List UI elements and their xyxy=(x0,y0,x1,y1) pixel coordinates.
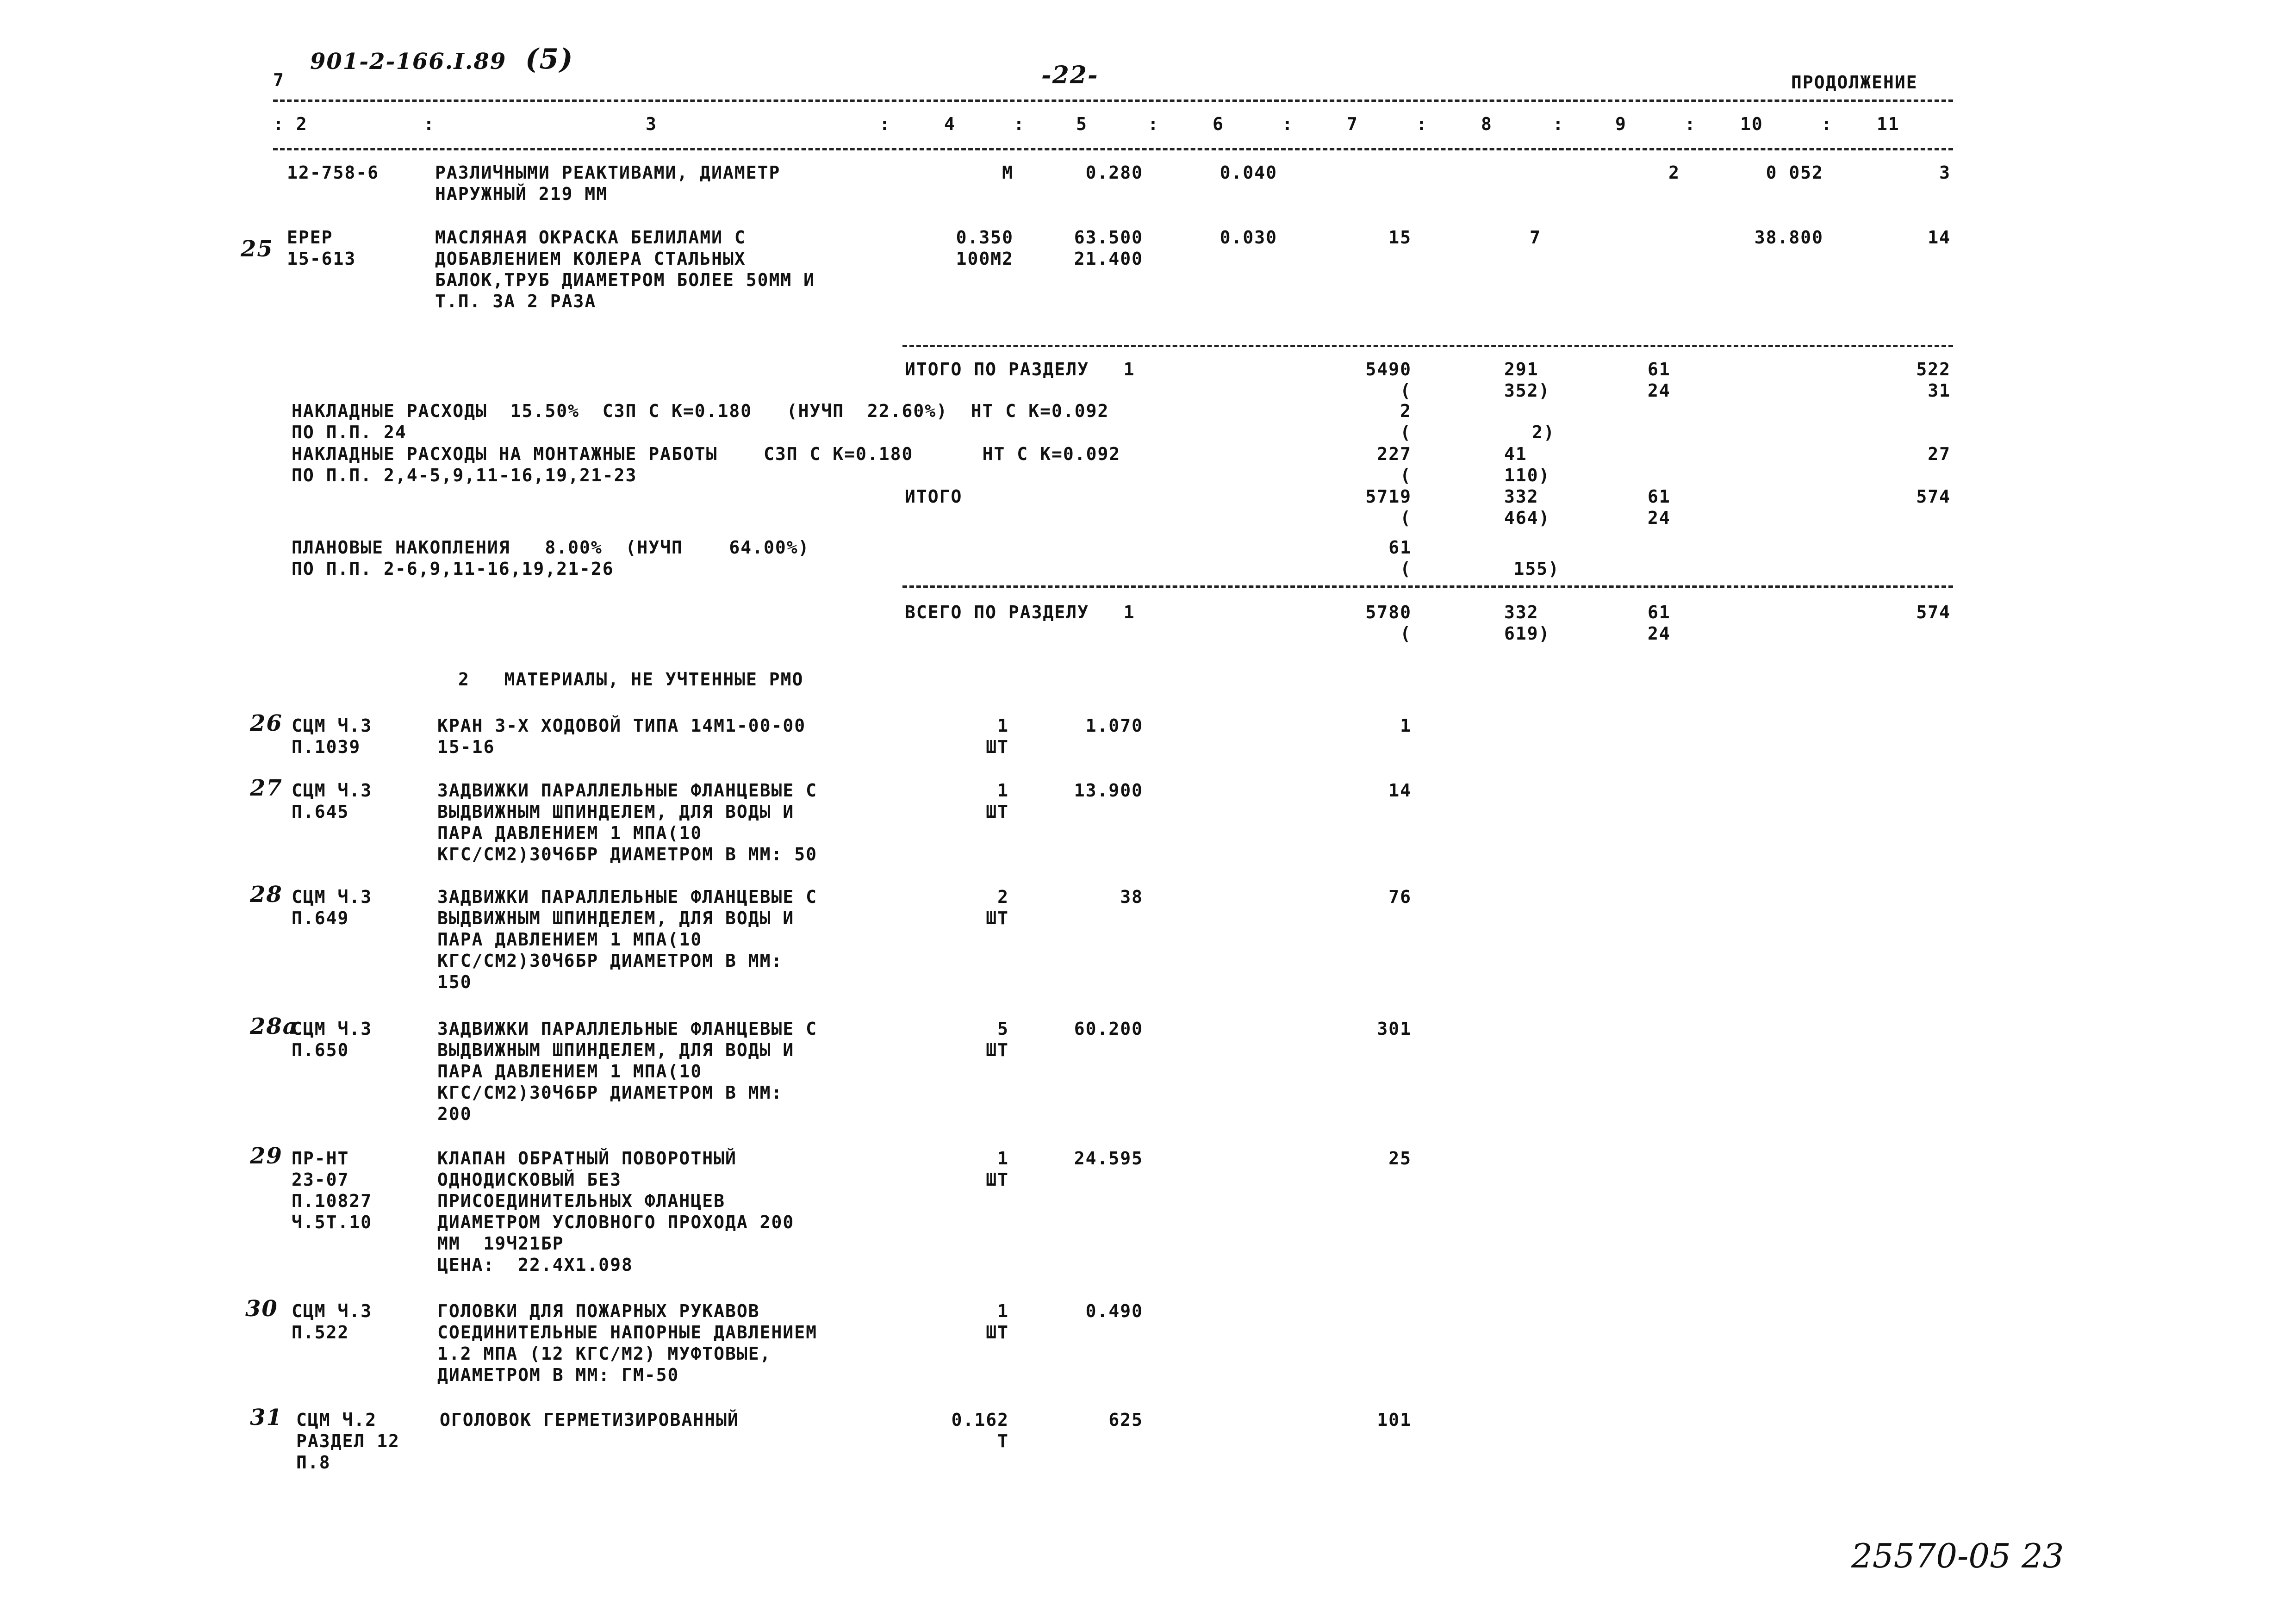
row-col10: 38.800 xyxy=(1754,227,1823,248)
itogo-col9: 61 24 xyxy=(1648,486,1671,528)
grand-total-col9: 61 24 xyxy=(1648,602,1671,644)
planned-savings-line: ПЛАНОВЫЕ НАКОПЛЕНИЯ 8.00% (НУЧП 64.00%) ПО П.П. 2-6,9,11-16,19,21-26 xyxy=(292,537,810,579)
row-col5: 1.070 xyxy=(1085,715,1143,736)
row-description: КЛАПАН ОБРАТНЫЙ ПОВОРОТНЫЙ ОДНОДИСКОВЫЙ БЕЗ ПРИСОЕДИНИТЕЛЬНЫХ ФЛАНЦЕВ ДИАМЕТРОМ УСЛОВНОГО ПРОХОДА 200 ММ 19Ч21БР ЦЕНА: 22.4Х1.098 xyxy=(437,1148,795,1275)
column-sep: : xyxy=(1148,114,1159,134)
row-col11: 14 xyxy=(1928,227,1951,248)
itogo-col7: 5719 ( xyxy=(1365,486,1412,528)
row-col8: 7 xyxy=(1530,227,1541,248)
row-col5: 625 xyxy=(1108,1410,1143,1430)
row-unit: 1 ШТ xyxy=(986,715,1009,757)
row-col5: 0.490 xyxy=(1085,1301,1143,1321)
row-col7: 15 xyxy=(1388,227,1412,248)
row-col6: 0.030 xyxy=(1220,227,1277,248)
column-sep: : xyxy=(1685,114,1696,134)
column-header-3: 3 xyxy=(646,114,657,134)
overhead-2-col7: 227 ( xyxy=(1377,444,1412,485)
column-header-10: 10 xyxy=(1740,114,1763,134)
grand-total-rule xyxy=(902,585,1953,588)
row-col7: 1 xyxy=(1400,715,1412,736)
row-col5: 24.595 xyxy=(1074,1148,1143,1169)
row-description: КРАН 3-Х ХОДОВОЙ ТИПА 14М1-00-00 15-16 xyxy=(437,715,806,757)
row-col6: 0.040 xyxy=(1220,162,1277,183)
planned-col7: 61 ( xyxy=(1388,537,1412,579)
itogo-col8: 332 464) xyxy=(1504,486,1550,528)
document-code: 901-2-166.I.89 xyxy=(310,49,507,75)
column-sep: : xyxy=(1014,114,1025,134)
row-unit: 1 ШТ xyxy=(986,1148,1009,1190)
itogo-label: ИТОГО xyxy=(905,486,963,507)
overhead-2-col11: 27 xyxy=(1928,444,1951,464)
row-unit: 1 ШТ xyxy=(986,780,1009,822)
row-number: 28а xyxy=(250,1014,298,1039)
row-col7: 76 xyxy=(1388,887,1412,907)
grand-total-col8: 332 619) xyxy=(1504,602,1550,644)
corner-mark: 7 xyxy=(273,70,285,90)
row-unit: 0.162 Т xyxy=(951,1410,1009,1451)
overhead-line-1: НАКЛАДНЫЕ РАСХОДЫ 15.50% СЗП С К=0.180 (НУЧП 22.60%) НТ С К=0.092 ПО П.П. 24 xyxy=(292,401,1109,442)
row-code: СЦМ Ч.3 П.650 xyxy=(292,1019,373,1060)
planned-col8: 155) xyxy=(1513,559,1560,579)
row-col5: 60.200 xyxy=(1074,1019,1143,1039)
overhead-1-col8: 2) xyxy=(1532,422,1555,442)
row-code: ПР-НТ 23-07 П.10827 Ч.5Т.10 xyxy=(292,1148,373,1232)
row-number: 25 xyxy=(241,236,274,262)
grand-total-col11: 574 xyxy=(1916,602,1951,622)
grand-total-col7: 5780 ( xyxy=(1365,602,1412,644)
row-unit: 0.350 100М2 xyxy=(956,227,1014,269)
row-code: СЦМ Ч.2 РАЗДЕЛ 12 П.8 xyxy=(296,1410,400,1473)
row-col11: 3 xyxy=(1939,162,1951,183)
row-col5: 13.900 xyxy=(1074,780,1143,801)
row-unit: М xyxy=(1002,162,1014,183)
column-sep: : xyxy=(423,114,435,134)
column-header-11: 11 xyxy=(1877,114,1900,134)
row-code: СЦМ Ч.3 П.649 xyxy=(292,887,373,928)
row-description: МАСЛЯНАЯ ОКРАСКА БЕЛИЛАМИ С ДОБАВЛЕНИЕМ КОЛЕРА СТАЛЬНЫХ БАЛОК,ТРУБ ДИАМЕТРОМ БОЛЕЕ 50ММ И Т.П. ЗА 2 РАЗА xyxy=(435,227,815,311)
row-col5: 38 xyxy=(1120,887,1143,907)
row-number: 31 xyxy=(250,1405,283,1430)
document-variant: (5) xyxy=(525,43,574,75)
summary-rule xyxy=(902,345,1953,347)
row-description: ЗАДВИЖКИ ПАРАЛЛЕЛЬНЫЕ ФЛАНЦЕВЫЕ С ВЫДВИЖНЫМ ШПИНДЕЛЕМ, ДЛЯ ВОДЫ И ПАРА ДАВЛЕНИЕМ 1 МПА(10 КГС/СМ2)30Ч6БР ДИАМЕТРОМ В ММ: 200 xyxy=(437,1019,817,1124)
overhead-2-col8: 41 110) xyxy=(1504,444,1550,485)
column-header-8: 8 xyxy=(1481,114,1493,134)
row-code: ЕРЕР 15-613 xyxy=(287,227,356,269)
column-header-4: 4 xyxy=(944,114,956,134)
row-description: ЗАДВИЖКИ ПАРАЛЛЕЛЬНЫЕ ФЛАНЦЕВЫЕ С ВЫДВИЖНЫМ ШПИНДЕЛЕМ, ДЛЯ ВОДЫ И ПАРА ДАВЛЕНИЕМ 1 МПА(10 КГС/СМ2)30Ч6БР ДИАМЕТРОМ В ММ: 150 xyxy=(437,887,817,992)
row-number: 26 xyxy=(250,710,283,736)
handwritten-sheet-number: 25570-05 23 xyxy=(1851,1536,2064,1575)
column-sep: : xyxy=(1416,114,1428,134)
column-header-9: 9 xyxy=(1615,114,1627,134)
itogo-col11: 574 xyxy=(1916,486,1951,507)
overhead-1-col7: 2 ( xyxy=(1400,401,1412,442)
row-col7: 101 xyxy=(1377,1410,1412,1430)
row-number: 29 xyxy=(250,1143,283,1169)
section-total-label: ИТОГО ПО РАЗДЕЛУ 1 xyxy=(905,359,1135,379)
column-header-6: 6 xyxy=(1213,114,1224,134)
row-number: 28 xyxy=(250,882,283,908)
row-number: 30 xyxy=(245,1296,278,1322)
row-col5: 0.280 xyxy=(1085,162,1143,183)
page-number: -22- xyxy=(1041,61,1099,89)
row-code: СЦМ Ч.3 П.1039 xyxy=(292,715,373,757)
row-unit: 5 ШТ xyxy=(986,1019,1009,1060)
row-code: СЦМ Ч.3 П.645 xyxy=(292,780,373,822)
column-sep: : xyxy=(1282,114,1294,134)
row-unit: 2 ШТ xyxy=(986,887,1009,928)
row-description: ЗАДВИЖКИ ПАРАЛЛЕЛЬНЫЕ ФЛАНЦЕВЫЕ С ВЫДВИЖНЫМ ШПИНДЕЛЕМ, ДЛЯ ВОДЫ И ПАРА ДАВЛЕНИЕМ 1 МПА(10 КГС/СМ2)30Ч6БР ДИАМЕТРОМ В ММ: 50 xyxy=(437,780,817,864)
row-number: 27 xyxy=(250,775,283,801)
row-description: ГОЛОВКИ ДЛЯ ПОЖАРНЫХ РУКАВОВ СОЕДИНИТЕЛЬНЫЕ НАПОРНЫЕ ДАВЛЕНИЕМ 1.2 МПА (12 КГС/М2) МУФТОВЫЕ, ДИАМЕТРОМ В ММ: ГМ-50 xyxy=(437,1301,817,1385)
column-header-7: 7 xyxy=(1347,114,1358,134)
row-description: ОГОЛОВОК ГЕРМЕТИЗИРОВАННЫЙ xyxy=(440,1410,739,1430)
column-sep: : xyxy=(1821,114,1833,134)
row-col9: 2 xyxy=(1668,162,1680,183)
header-rule-top xyxy=(273,99,1953,102)
row-description: РАЗЛИЧНЫМИ РЕАКТИВАМИ, ДИАМЕТР НАРУЖНЫЙ 219 ММ xyxy=(435,162,781,204)
row-col7: 25 xyxy=(1388,1148,1412,1169)
column-sep: : xyxy=(879,114,891,134)
header-rule-bottom xyxy=(273,148,1953,150)
section-total-col8: 291 352) xyxy=(1504,359,1550,401)
row-unit: 1 ШТ xyxy=(986,1301,1009,1343)
overhead-line-2: НАКЛАДНЫЕ РАСХОДЫ НА МОНТАЖНЫЕ РАБОТЫ СЗП С К=0.180 НТ С К=0.092 ПО П.П. 2,4-5,9,11-16,19,21-23 xyxy=(292,444,1121,485)
section-total-col7: 5490 ( xyxy=(1365,359,1412,401)
column-sep: : xyxy=(1553,114,1564,134)
section-2-title: 2 МАТЕРИАЛЫ, НЕ УЧТЕННЫЕ РМО xyxy=(458,669,804,690)
row-col7: 14 xyxy=(1388,780,1412,801)
row-code: 12-758-6 xyxy=(287,162,380,183)
row-col5: 63.500 21.400 xyxy=(1074,227,1143,269)
row-col10: 0 052 xyxy=(1766,162,1823,183)
section-total-col11: 522 31 xyxy=(1916,359,1951,401)
grand-total-label: ВСЕГО ПО РАЗДЕЛУ 1 xyxy=(905,602,1135,622)
section-total-col9: 61 24 xyxy=(1648,359,1671,401)
row-code: СЦМ Ч.3 П.522 xyxy=(292,1301,373,1343)
row-col7: 301 xyxy=(1377,1019,1412,1039)
continuation-label: ПРОДОЛЖЕНИЕ xyxy=(1791,72,1918,93)
column-header-5: 5 xyxy=(1076,114,1088,134)
column-header-2: : 2 xyxy=(273,114,308,134)
